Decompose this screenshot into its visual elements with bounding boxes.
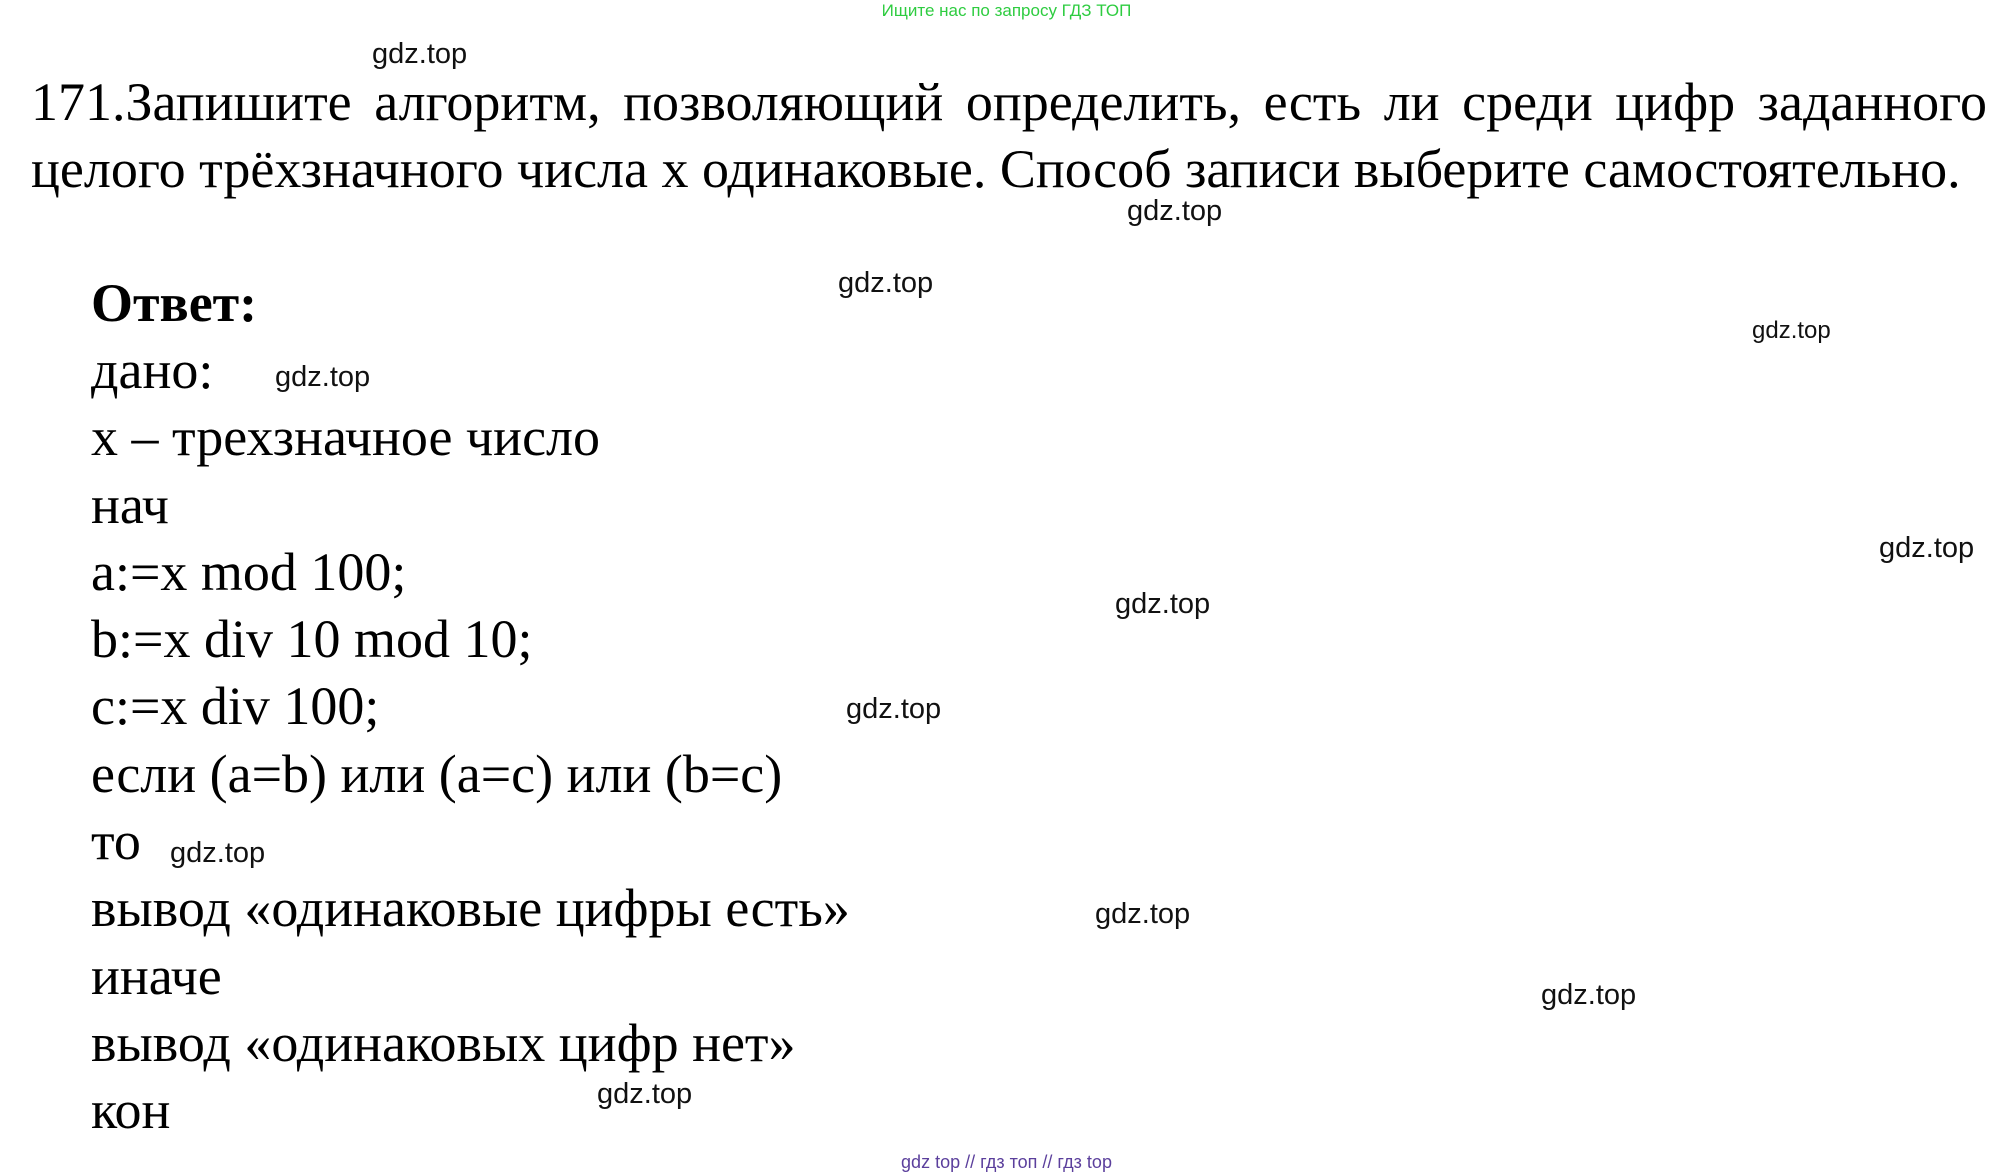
watermark: gdz.top: [1752, 317, 1831, 344]
algorithm-line-output-no: вывод «одинаковых цифр нет»: [91, 1012, 796, 1073]
watermark: gdz.top: [597, 1078, 693, 1110]
algorithm-line-end: кон: [91, 1080, 171, 1141]
algorithm-line-if: если (a=b) или (a=c) или (b=c): [91, 743, 783, 804]
algorithm-line-then: то: [91, 811, 141, 872]
watermark: gdz.top: [838, 267, 934, 299]
watermark: gdz.top: [1095, 898, 1191, 930]
answer-heading: Ответ:: [91, 273, 258, 333]
footer-watermark: gdz top // гдз топ // гдз top: [901, 1152, 1112, 1172]
algorithm-line-output-yes: вывод «одинаковые цифры есть»: [91, 878, 850, 939]
algorithm-line-c: c:=x div 100;: [91, 676, 380, 737]
algorithm-line-x-definition: x – трехзначное число: [91, 407, 600, 468]
algorithm-line-given: дано:: [91, 340, 214, 400]
watermark: gdz.top: [1115, 588, 1211, 620]
algorithm-line-b: b:=x div 10 mod 10;: [91, 609, 533, 670]
watermark: gdz.top: [1127, 195, 1223, 227]
problem-statement: 171.Запишите алгоритм, позволяющий определить, есть ли среди цифр заданного целого трёхзначного числа x одинаковые. Способ записи выберите самостоятельно.: [31, 72, 1987, 199]
watermark: gdz.top: [170, 837, 266, 869]
algorithm-line-else: иначе: [91, 945, 222, 1006]
watermark: gdz.top: [372, 38, 468, 70]
top-banner: Ищите нас по запросу ГДЗ ТОП: [881, 1, 1132, 20]
algorithm-line-a: a:=x mod 100;: [91, 541, 407, 602]
watermark: gdz.top: [1541, 979, 1637, 1011]
watermark: gdz.top: [1879, 532, 1975, 564]
answer-algorithm: [91, 337, 850, 1145]
watermark: gdz.top: [275, 361, 371, 393]
algorithm-line-begin: нач: [91, 474, 169, 535]
watermark: gdz.top: [846, 693, 942, 725]
